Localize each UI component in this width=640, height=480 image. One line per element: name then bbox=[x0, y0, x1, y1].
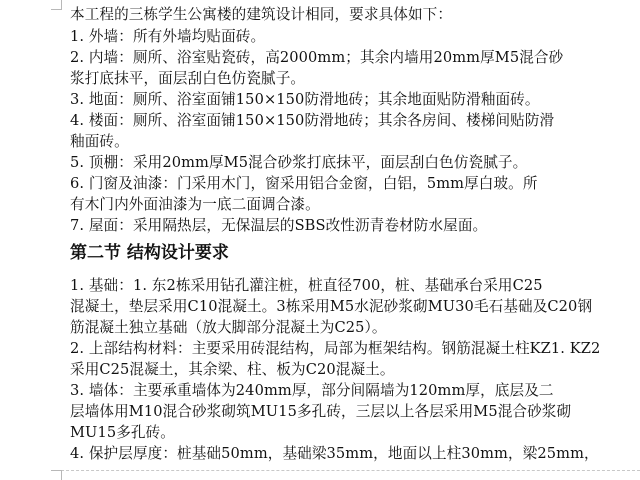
text-line: 釉面砖。 bbox=[70, 133, 129, 150]
text-line: 1. 基础：1. 东2栋采用钻孔灌注桩，桩直径700，桩、基础承台采用C25 bbox=[70, 277, 543, 294]
text-line: 7. 屋面：采用隔热层，无保温层的SBS改性沥青卷材防水屋面。 bbox=[70, 217, 488, 234]
text-line: 2. 上部结构材料：主要采用砖混结构，局部为框架结构。钢筋混凝土柱KZ1. KZ2 bbox=[70, 340, 601, 357]
text-line: 筋混凝土独立基础（放大脚部分混凝土为C25）。 bbox=[70, 319, 387, 336]
text-line: 2. 内墙：厕所、浴室贴瓷砖，高2000mm；其余内墙用20mm厚M5混合砂 bbox=[70, 49, 564, 66]
text-line: 4. 保护层厚度：桩基础50mm，基础梁35mm，地面以上柱30mm，梁25mm， bbox=[70, 445, 599, 462]
text-line: MU15多孔砖。 bbox=[70, 424, 175, 441]
text-line: 1. 外墙：所有外墙均贴面砖。 bbox=[70, 28, 266, 45]
text-line: 3. 地面：厕所、浴室面铺150×150防滑地砖；其余地面贴防滑釉面砖。 bbox=[70, 91, 540, 108]
page-corner-mark bbox=[51, 470, 62, 480]
text-line: 本工程的三栋学生公寓楼的建筑设计相同，要求具体如下： bbox=[70, 6, 453, 23]
text-line: 层墙体用M10混合砂浆砌筑MU15多孔砖，三层以上各层采用M5混合砂浆砌 bbox=[70, 403, 572, 420]
text-line: 5. 顶棚：采用20mm厚M5混合砂浆打底抹平，面层刮白色仿瓷腻子。 bbox=[70, 154, 528, 171]
page-bottom-border bbox=[51, 470, 640, 471]
text-line: 有木门内外面油漆为一底二面调合漆。 bbox=[70, 196, 320, 213]
text-line: 4. 楼面：厕所、浴室面铺150×150防滑地砖；其余各房间、楼梯间贴防滑 bbox=[70, 112, 555, 129]
text-line: 采用C25混凝土，其余梁、柱、板为C20混凝土。 bbox=[70, 361, 395, 378]
text-line: 混凝土，垫层采用C10混凝土。3栋采用M5水泥砂浆砌MU30毛石基础及C20钢 bbox=[70, 298, 593, 315]
section-heading: 第二节 结构设计要求 bbox=[70, 243, 229, 263]
text-line: 浆打底抹平，面层刮白色仿瓷腻子。 bbox=[70, 70, 306, 87]
page-corner-mark bbox=[51, 0, 62, 10]
text-line: 3. 墙体：主要承重墙体为240mm厚，部分间隔墙为120mm厚，底层及二 bbox=[70, 382, 554, 399]
text-line: 6. 门窗及油漆：门采用木门，窗采用铝合金窗，白铝，5mm厚白玻。所 bbox=[70, 175, 538, 192]
